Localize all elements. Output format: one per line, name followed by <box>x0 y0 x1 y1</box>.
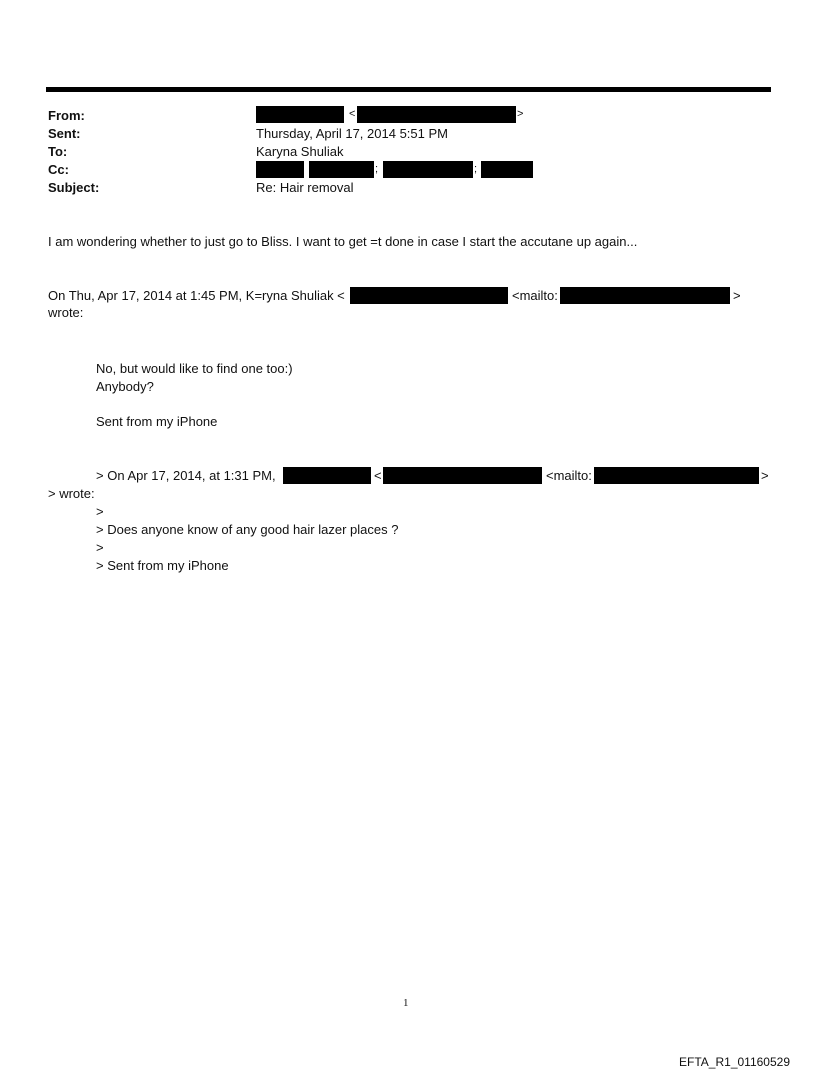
from-label: From: <box>48 108 85 123</box>
quote1-wrote: wrote: <box>48 305 84 320</box>
redaction-cc-1 <box>256 161 304 178</box>
to-value: Karyna Shuliak <box>256 144 344 159</box>
quoted-signature: > Sent from my iPhone <box>96 558 229 573</box>
from-lt: < <box>349 108 356 120</box>
quoted-blank-1: > <box>96 504 104 519</box>
cc-separator-1: ; <box>375 163 379 175</box>
redaction-cc-3 <box>383 161 473 178</box>
subject-label: Subject: <box>48 180 100 195</box>
redaction-from-name <box>256 106 344 123</box>
quote2-prefix: > On Apr 17, 2014, at 1:31 PM, <box>96 468 276 483</box>
subject-value: Re: Hair removal <box>256 180 354 195</box>
cc-label: Cc: <box>48 162 69 177</box>
reply-signature: Sent from my iPhone <box>96 414 218 429</box>
redaction-quote2-email <box>383 467 542 484</box>
quote2-wrote: > wrote: <box>48 486 95 501</box>
from-gt: > <box>517 108 524 120</box>
redaction-from-email <box>357 106 516 123</box>
quote1-prefix: On Thu, Apr 17, 2014 at 1:45 PM, K=ryna Shuliak < <box>48 288 345 303</box>
quote1-mailto: <mailto: <box>512 288 558 303</box>
reply-line-1: No, but would like to find one too:) <box>96 361 293 376</box>
redaction-cc-4 <box>481 161 533 178</box>
page-number: 1 <box>403 997 409 1009</box>
cc-separator-2: ; <box>474 163 478 175</box>
body-line-1: I am wondering whether to just go to Bliss. I want to get =t done in case I start the accutane up again... <box>48 234 638 249</box>
redaction-cc-2 <box>309 161 374 178</box>
redaction-quote1-mailto <box>560 287 730 304</box>
quote2-gt: > <box>761 468 769 483</box>
quoted-question: > Does anyone know of any good hair lazer places ? <box>96 522 399 537</box>
quote1-gt: > <box>733 288 741 303</box>
bates-number: EFTA_R1_01160529 <box>679 1055 790 1069</box>
sent-value: Thursday, April 17, 2014 5:51 PM <box>256 126 448 141</box>
quoted-blank-2: > <box>96 540 104 555</box>
redaction-quote2-mailto <box>594 467 759 484</box>
sent-label: Sent: <box>48 126 81 141</box>
redaction-quote1-email <box>350 287 508 304</box>
header-rule <box>46 87 771 92</box>
reply-line-2: Anybody? <box>96 379 154 394</box>
to-label: To: <box>48 144 68 159</box>
quote2-mailto: <mailto: <box>546 468 592 483</box>
redaction-quote2-name <box>283 467 371 484</box>
quote2-lt: < <box>374 468 382 483</box>
